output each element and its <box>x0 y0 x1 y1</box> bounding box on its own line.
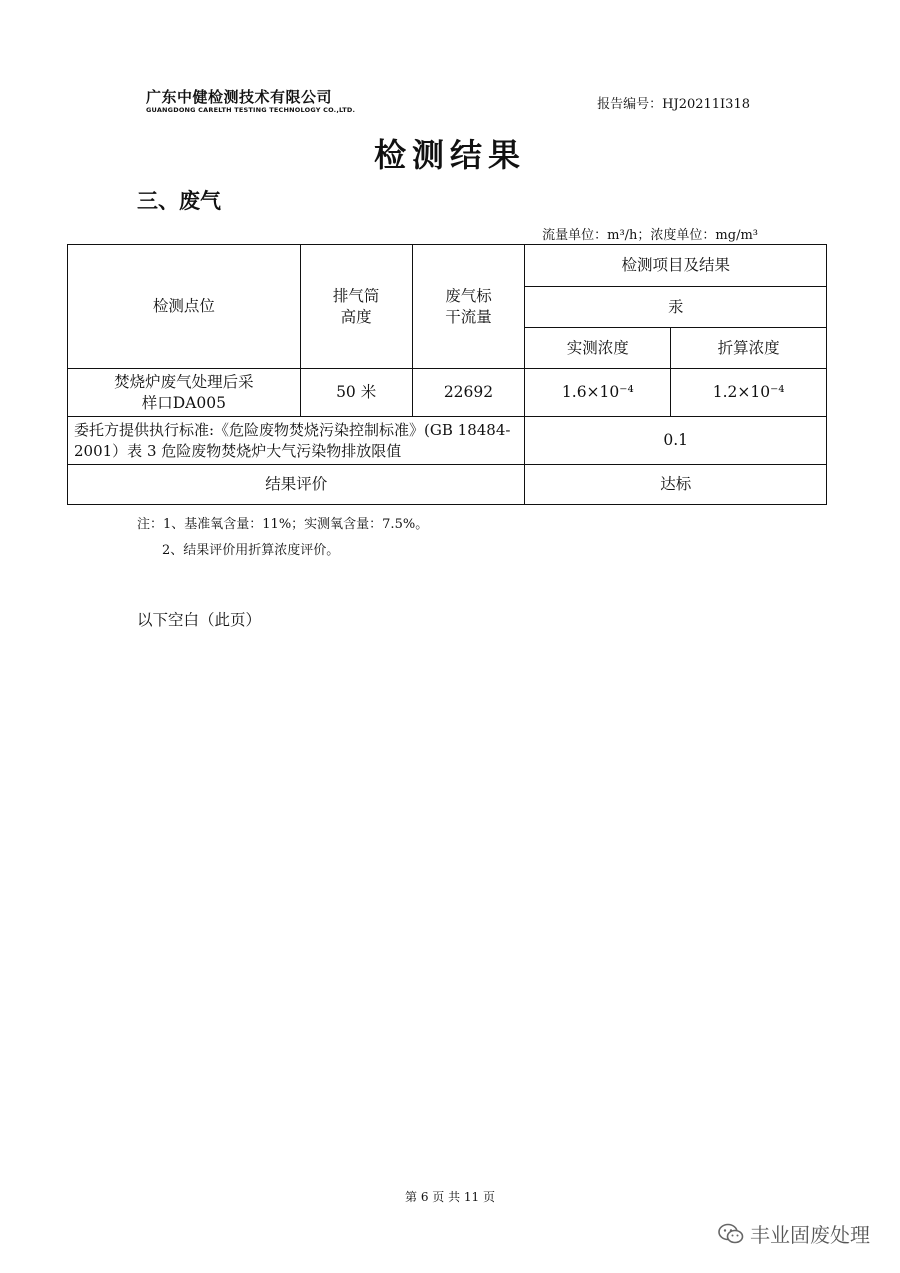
cell-converted: 1.2×10⁻⁴ <box>671 369 827 417</box>
evaluation-value: 达标 <box>525 465 827 505</box>
evaluation-label: 结果评价 <box>68 465 525 505</box>
header-height: 排气筒高度 <box>300 245 412 369</box>
header-converted: 折算浓度 <box>671 328 827 369</box>
standard-value: 0.1 <box>525 417 827 465</box>
header-measured: 实测浓度 <box>525 328 671 369</box>
watermark <box>718 1219 870 1248</box>
report-number: 报告编号：HJ20211I318 <box>597 97 750 112</box>
company-name-en: GUANGDONG CARELTH TESTING TECHNOLOGY CO.,LTD. <box>146 106 356 114</box>
note-1: 注：1、基准氧含量：11%；实测氧含量：7.5%。 <box>137 517 429 532</box>
units-note: 流量单位：m³/h；浓度单位：mg/m³ <box>542 228 758 243</box>
cell-point: 焚烧炉废气处理后采样口DA005 <box>68 369 301 417</box>
header-items: 检测项目及结果 <box>525 245 827 287</box>
section-title: 三、废气 <box>137 188 221 213</box>
header-point: 检测点位 <box>68 245 301 369</box>
pollutant-name: 汞 <box>525 287 827 328</box>
cell-measured: 1.6×10⁻⁴ <box>525 369 671 417</box>
company-name-cn: 广东中健检测技术有限公司 <box>146 88 333 106</box>
wechat-icon <box>718 1223 744 1245</box>
notes <box>137 512 428 564</box>
header-flow: 废气标干流量 <box>412 245 525 369</box>
results-table <box>67 244 827 505</box>
watermark-text: 丰业固废处理 <box>750 1223 870 1247</box>
page-footer: 第 6 页 共 11 页 <box>405 1190 495 1204</box>
page-title: 检测结果 <box>373 136 526 174</box>
cell-flow: 22692 <box>412 369 525 417</box>
blank-note: 以下空白（此页） <box>137 611 262 629</box>
cell-height: 50 米 <box>300 369 412 417</box>
standard-label: 委托方提供执行标准:《危险废物焚烧污染控制标准》(GB 18484-2001）表 3 危险废物焚烧炉大气污染物排放限值 <box>68 417 525 465</box>
note-2: 2、结果评价用折算浓度评价。 <box>162 543 340 558</box>
